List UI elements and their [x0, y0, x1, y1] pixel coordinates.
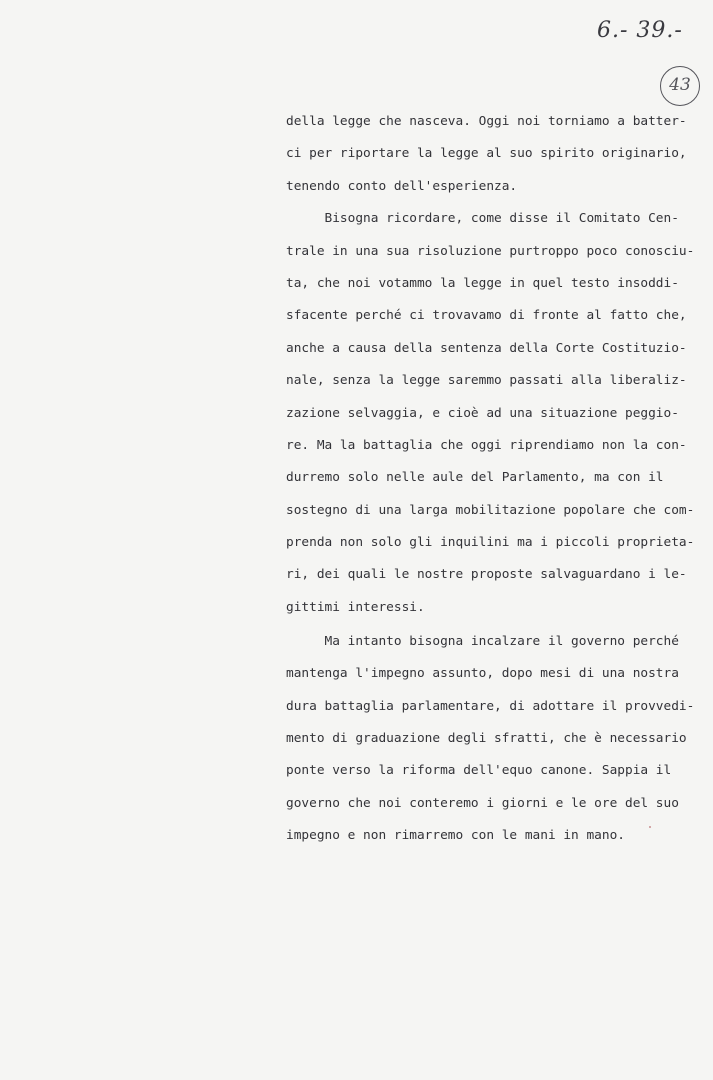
text-line: impegno e non rimarremo con le mani in mano. — [286, 828, 625, 844]
text-line: mantenga l'impegno assunto, dopo mesi di una nostra — [286, 666, 679, 682]
text-line: Bisogna ricordare, come disse il Comitato Cen- — [286, 211, 679, 227]
text-line: sfacente perché ci trovavamo di fronte al fatto che, — [286, 308, 687, 324]
text-line: della legge che nasceva. Oggi noi torniamo a batter- — [286, 114, 687, 129]
text-line: nale, senza la legge saremmo passati alla liberaliz- — [286, 373, 687, 389]
text-line: ta, che noi votammo la legge in quel testo insoddi- — [286, 275, 679, 291]
text-line: ci per riportare la legge al suo spirito originario, — [286, 146, 687, 162]
circled-stamp — [660, 66, 700, 106]
stamp-number: 43 — [669, 75, 691, 95]
text-line: governo che noi conteremo i giorni e le ore del suo — [286, 795, 679, 811]
typewritten-body — [286, 106, 696, 852]
text-line: Ma intanto bisogna incalzare il governo perché — [286, 633, 679, 649]
text-line: dura battaglia parlamentare, di adottare il provvedi- — [286, 698, 695, 714]
text-line: re. Ma la battaglia che oggi riprendiamo non la con- — [286, 437, 687, 453]
paper-speck — [649, 826, 651, 828]
text-line: trale in una sua risoluzione purtroppo poco conosciu- — [286, 243, 695, 259]
text-line: mento di graduazione degli sfratti, che è necessario — [286, 730, 687, 746]
text-line: tenendo conto dell'esperienza. — [286, 178, 518, 194]
text-line: ponte verso la riforma dell'equo canone. Sappia il — [286, 763, 672, 779]
text-line: gittimi interessi. — [286, 599, 425, 615]
text-line: zazione selvaggia, e cioè ad una situazione peggio- — [286, 405, 679, 421]
text-line: prenda non solo gli inquilini ma i piccoli proprieta- — [286, 535, 695, 551]
text-line: durremo solo nelle aule del Parlamento, ma con il — [286, 470, 664, 486]
handwritten-page-number: 6.- 39.- — [597, 18, 683, 43]
text-line: ri, dei quali le nostre proposte salvaguardano i le- — [286, 567, 687, 583]
text-line: sostegno di una larga mobilitazione popolare che com- — [286, 502, 695, 518]
text-line: anche a causa della sentenza della Corte Costituzio- — [286, 340, 687, 356]
